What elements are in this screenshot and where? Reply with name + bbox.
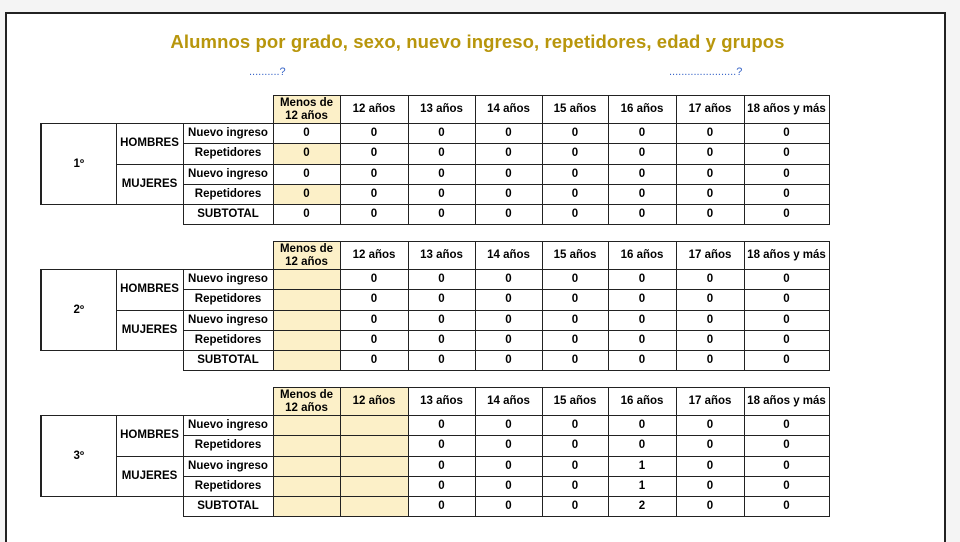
column-header: 12 años xyxy=(340,388,408,416)
table-row xyxy=(41,351,829,371)
value-cell[interactable]: 0 xyxy=(408,416,475,436)
value-cell[interactable]: 1 xyxy=(608,476,676,496)
page-title: Alumnos por grado, sexo, nuevo ingreso, repetidores, edad y grupos xyxy=(170,31,785,52)
header-spacer xyxy=(41,96,116,124)
value-cell[interactable]: 0 xyxy=(340,124,408,144)
value-cell[interactable]: 0 xyxy=(408,290,475,310)
column-header: Menos de 12 años xyxy=(273,388,340,416)
value-cell[interactable]: 0 xyxy=(475,436,542,456)
sex-label-mujeres: MUJERES xyxy=(116,164,183,205)
column-header: 16 años xyxy=(608,388,676,416)
column-header: 18 años y más xyxy=(744,96,829,124)
value-cell[interactable]: 0 xyxy=(273,124,340,144)
value-cell[interactable]: 2 xyxy=(608,497,676,517)
grade-table xyxy=(40,241,830,371)
placeholder-left: ..........? xyxy=(249,66,286,78)
value-cell[interactable]: 0 xyxy=(408,436,475,456)
row-label-subtotal: SUBTOTAL xyxy=(183,351,273,371)
value-cell[interactable]: 0 xyxy=(273,144,340,164)
table-row xyxy=(41,205,829,225)
header-spacer xyxy=(41,242,116,270)
column-header: 17 años xyxy=(676,388,744,416)
value-cell[interactable]: 0 xyxy=(542,205,608,225)
value-cell[interactable]: 0 xyxy=(608,124,676,144)
value-cell[interactable] xyxy=(273,351,340,371)
value-cell[interactable]: 0 xyxy=(744,310,829,330)
value-cell[interactable]: 0 xyxy=(408,497,475,517)
value-cell[interactable]: 0 xyxy=(744,270,829,290)
value-cell[interactable]: 0 xyxy=(676,144,744,164)
value-cell[interactable] xyxy=(273,497,340,517)
value-cell[interactable]: 0 xyxy=(408,184,475,204)
value-cell[interactable] xyxy=(340,436,408,456)
table-row xyxy=(41,416,829,436)
value-cell[interactable]: 0 xyxy=(676,351,744,371)
value-cell[interactable]: 0 xyxy=(273,184,340,204)
value-cell[interactable]: 0 xyxy=(608,416,676,436)
header-spacer xyxy=(116,388,183,416)
value-cell[interactable]: 0 xyxy=(744,290,829,310)
placeholder-right: ......................? xyxy=(669,66,743,78)
value-cell[interactable]: 0 xyxy=(340,351,408,371)
value-cell[interactable]: 0 xyxy=(340,290,408,310)
grade-label: 3º xyxy=(41,416,116,497)
value-cell[interactable]: 0 xyxy=(676,476,744,496)
value-cell[interactable]: 0 xyxy=(475,184,542,204)
value-cell[interactable] xyxy=(273,476,340,496)
row-label-repetidores: Repetidores xyxy=(183,476,273,496)
value-cell[interactable]: 0 xyxy=(542,164,608,184)
row-label-nuevo: Nuevo ingreso xyxy=(183,124,273,144)
empty-cell xyxy=(116,351,183,371)
value-cell[interactable]: 0 xyxy=(608,310,676,330)
value-cell[interactable]: 0 xyxy=(475,310,542,330)
value-cell[interactable]: 0 xyxy=(608,270,676,290)
row-label-repetidores: Repetidores xyxy=(183,144,273,164)
value-cell[interactable]: 0 xyxy=(408,164,475,184)
value-cell[interactable]: 0 xyxy=(676,436,744,456)
header-spacer xyxy=(183,96,273,124)
value-cell[interactable] xyxy=(273,416,340,436)
value-cell[interactable]: 0 xyxy=(475,290,542,310)
value-cell[interactable]: 0 xyxy=(340,270,408,290)
value-cell[interactable]: 0 xyxy=(608,205,676,225)
column-header: 18 años y más xyxy=(744,242,829,270)
column-header: 13 años xyxy=(408,96,475,124)
value-cell[interactable]: 0 xyxy=(608,436,676,456)
value-cell[interactable]: 0 xyxy=(408,351,475,371)
column-header: 15 años xyxy=(542,96,608,124)
row-label-nuevo: Nuevo ingreso xyxy=(183,310,273,330)
sex-label-mujeres: MUJERES xyxy=(116,310,183,351)
header-spacer xyxy=(183,388,273,416)
column-header: 15 años xyxy=(542,242,608,270)
value-cell[interactable]: 0 xyxy=(542,184,608,204)
value-cell[interactable]: 0 xyxy=(676,270,744,290)
grade-label: 2º xyxy=(41,270,116,351)
value-cell[interactable]: 0 xyxy=(542,290,608,310)
value-cell[interactable]: 0 xyxy=(542,144,608,164)
value-cell[interactable]: 0 xyxy=(608,330,676,350)
value-cell[interactable]: 0 xyxy=(676,310,744,330)
row-label-nuevo: Nuevo ingreso xyxy=(183,270,273,290)
value-cell[interactable]: 0 xyxy=(340,310,408,330)
column-header: 14 años xyxy=(475,388,542,416)
column-header: 15 años xyxy=(542,388,608,416)
value-cell[interactable]: 0 xyxy=(542,330,608,350)
value-cell[interactable]: 0 xyxy=(608,144,676,164)
table-row xyxy=(41,456,829,476)
value-cell[interactable]: 0 xyxy=(475,497,542,517)
column-header: 16 años xyxy=(608,96,676,124)
value-cell[interactable]: 0 xyxy=(744,436,829,456)
row-label-nuevo: Nuevo ingreso xyxy=(183,164,273,184)
value-cell[interactable] xyxy=(340,456,408,476)
value-cell[interactable]: 0 xyxy=(542,351,608,371)
value-cell[interactable]: 0 xyxy=(408,205,475,225)
value-cell[interactable] xyxy=(273,310,340,330)
column-header: 17 años xyxy=(676,242,744,270)
value-cell[interactable]: 0 xyxy=(676,164,744,184)
grade-table xyxy=(40,387,830,517)
sex-label-hombres: HOMBRES xyxy=(116,124,183,165)
value-cell[interactable] xyxy=(340,497,408,517)
header-spacer xyxy=(183,242,273,270)
value-cell[interactable]: 0 xyxy=(542,310,608,330)
value-cell[interactable]: 0 xyxy=(340,184,408,204)
value-cell[interactable]: 0 xyxy=(542,456,608,476)
row-label-repetidores: Repetidores xyxy=(183,330,273,350)
value-cell[interactable]: 0 xyxy=(608,164,676,184)
value-cell[interactable]: 0 xyxy=(475,205,542,225)
value-cell[interactable]: 0 xyxy=(676,124,744,144)
header-spacer xyxy=(116,242,183,270)
value-cell[interactable]: 0 xyxy=(676,456,744,476)
value-cell[interactable] xyxy=(340,476,408,496)
column-header: 13 años xyxy=(408,388,475,416)
value-cell[interactable] xyxy=(273,330,340,350)
value-cell[interactable]: 0 xyxy=(676,205,744,225)
row-label-repetidores: Repetidores xyxy=(183,290,273,310)
value-cell[interactable]: 0 xyxy=(542,476,608,496)
value-cell[interactable]: 0 xyxy=(475,270,542,290)
empty-cell xyxy=(116,497,183,517)
value-cell[interactable]: 0 xyxy=(273,205,340,225)
column-header: 17 años xyxy=(676,96,744,124)
value-cell[interactable] xyxy=(340,416,408,436)
value-cell[interactable]: 0 xyxy=(542,124,608,144)
empty-cell xyxy=(41,205,116,225)
value-cell[interactable]: 0 xyxy=(676,184,744,204)
sex-label-hombres: HOMBRES xyxy=(116,270,183,311)
column-header: 16 años xyxy=(608,242,676,270)
value-cell[interactable]: 0 xyxy=(475,456,542,476)
row-label-subtotal: SUBTOTAL xyxy=(183,205,273,225)
value-cell[interactable]: 0 xyxy=(273,164,340,184)
column-header: 18 años y más xyxy=(744,388,829,416)
value-cell[interactable]: 0 xyxy=(408,330,475,350)
column-header: 14 años xyxy=(475,242,542,270)
value-cell[interactable]: 0 xyxy=(542,416,608,436)
column-header: 14 años xyxy=(475,96,542,124)
value-cell[interactable] xyxy=(273,456,340,476)
value-cell[interactable]: 0 xyxy=(340,144,408,164)
value-cell[interactable]: 0 xyxy=(408,124,475,144)
value-cell[interactable]: 0 xyxy=(744,456,829,476)
value-cell[interactable]: 0 xyxy=(744,476,829,496)
value-cell[interactable]: 1 xyxy=(608,456,676,476)
value-cell[interactable]: 0 xyxy=(408,476,475,496)
grade-table xyxy=(40,95,830,225)
value-cell[interactable] xyxy=(273,290,340,310)
value-cell[interactable]: 0 xyxy=(542,436,608,456)
value-cell[interactable]: 0 xyxy=(744,205,829,225)
table-row xyxy=(41,310,829,330)
value-cell[interactable]: 0 xyxy=(542,497,608,517)
table-row xyxy=(41,164,829,184)
value-cell[interactable]: 0 xyxy=(475,416,542,436)
value-cell[interactable] xyxy=(273,436,340,456)
header-spacer xyxy=(116,96,183,124)
column-header: 12 años xyxy=(340,242,408,270)
value-cell[interactable]: 0 xyxy=(744,497,829,517)
column-header: Menos de 12 años xyxy=(273,242,340,270)
column-header: 12 años xyxy=(340,96,408,124)
row-label-nuevo: Nuevo ingreso xyxy=(183,416,273,436)
value-cell[interactable]: 0 xyxy=(542,270,608,290)
value-cell[interactable]: 0 xyxy=(475,330,542,350)
value-cell[interactable] xyxy=(273,270,340,290)
sex-label-hombres: HOMBRES xyxy=(116,416,183,457)
value-cell[interactable]: 0 xyxy=(475,164,542,184)
value-cell[interactable]: 0 xyxy=(608,184,676,204)
row-label-repetidores: Repetidores xyxy=(183,436,273,456)
empty-cell xyxy=(41,351,116,371)
row-label-repetidores: Repetidores xyxy=(183,184,273,204)
value-cell[interactable]: 0 xyxy=(408,144,475,164)
value-cell[interactable]: 0 xyxy=(475,476,542,496)
row-label-nuevo: Nuevo ingreso xyxy=(183,456,273,476)
row-label-subtotal: SUBTOTAL xyxy=(183,497,273,517)
empty-cell xyxy=(41,497,116,517)
value-cell[interactable]: 0 xyxy=(744,351,829,371)
table-row xyxy=(41,124,829,144)
value-cell[interactable]: 0 xyxy=(676,497,744,517)
value-cell[interactable]: 0 xyxy=(608,351,676,371)
value-cell[interactable]: 0 xyxy=(608,290,676,310)
value-cell[interactable]: 0 xyxy=(340,330,408,350)
value-cell[interactable]: 0 xyxy=(475,144,542,164)
empty-cell xyxy=(116,205,183,225)
value-cell[interactable]: 0 xyxy=(408,310,475,330)
grade-label: 1º xyxy=(41,124,116,205)
value-cell[interactable]: 0 xyxy=(744,124,829,144)
value-cell[interactable]: 0 xyxy=(744,184,829,204)
header-spacer xyxy=(41,388,116,416)
value-cell[interactable]: 0 xyxy=(744,416,829,436)
table-row xyxy=(41,270,829,290)
value-cell[interactable]: 0 xyxy=(408,270,475,290)
value-cell[interactable]: 0 xyxy=(408,456,475,476)
value-cell[interactable]: 0 xyxy=(744,144,829,164)
value-cell[interactable]: 0 xyxy=(676,290,744,310)
value-cell[interactable]: 0 xyxy=(340,164,408,184)
column-header: Menos de 12 años xyxy=(273,96,340,124)
value-cell[interactable]: 0 xyxy=(475,351,542,371)
table-row xyxy=(41,497,829,517)
value-cell[interactable]: 0 xyxy=(475,124,542,144)
value-cell[interactable]: 0 xyxy=(744,330,829,350)
value-cell[interactable]: 0 xyxy=(676,330,744,350)
value-cell[interactable]: 0 xyxy=(744,164,829,184)
value-cell[interactable]: 0 xyxy=(676,416,744,436)
column-header: 13 años xyxy=(408,242,475,270)
value-cell[interactable]: 0 xyxy=(340,205,408,225)
sex-label-mujeres: MUJERES xyxy=(116,456,183,497)
